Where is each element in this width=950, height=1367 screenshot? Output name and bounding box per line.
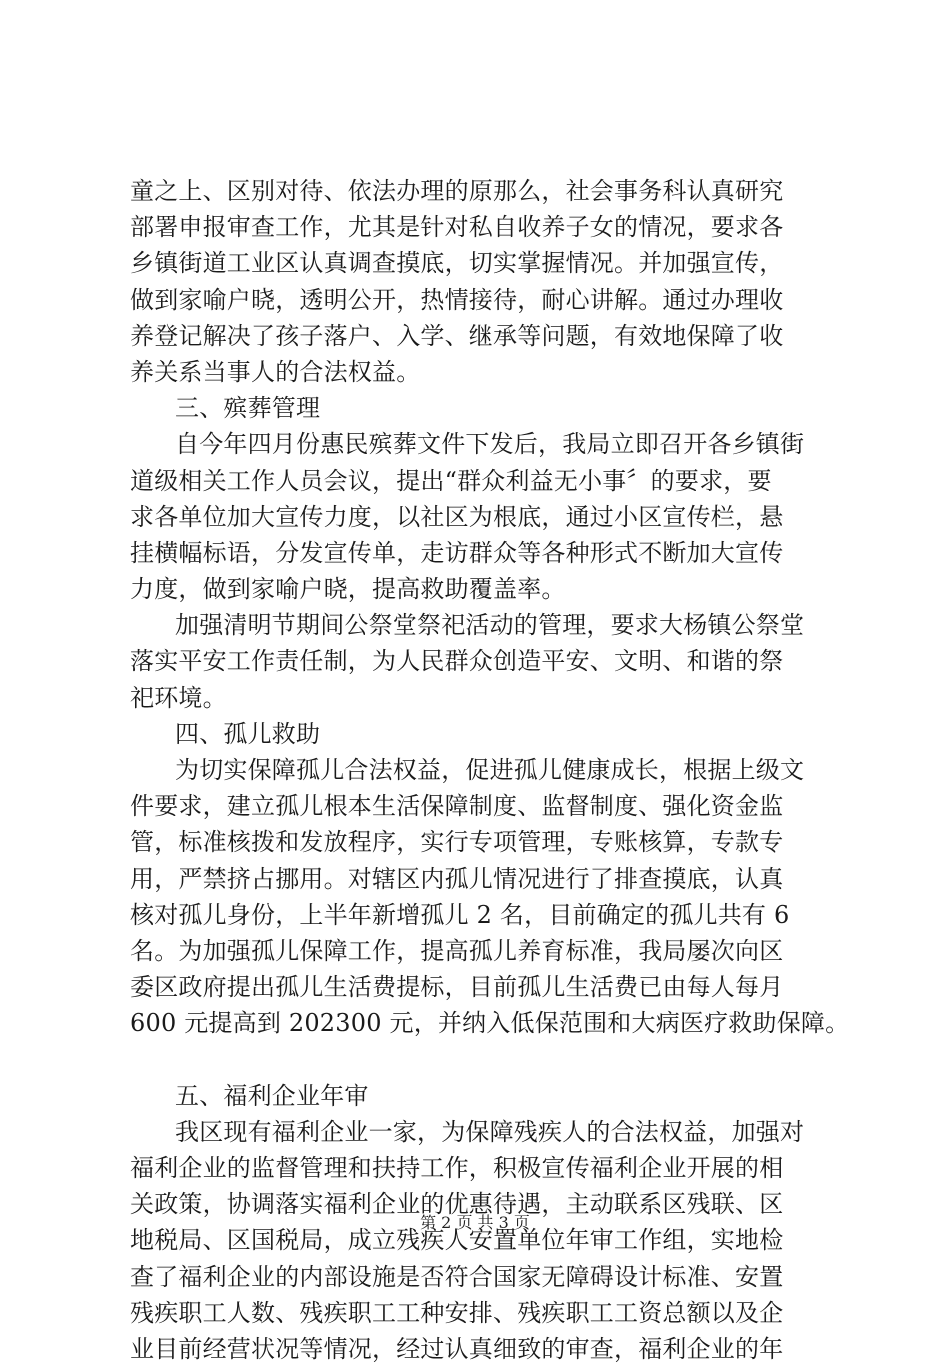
text-line: 力度，做到家喻户晓，提高救助覆盖率。: [130, 575, 566, 604]
document-body: [130, 173, 850, 1367]
text-line: 残疾职工人数、残疾职工工种安排、残疾职工工资总额以及企: [130, 1298, 784, 1327]
section-heading-welfare-audit: 五、福利企业年审: [175, 1081, 369, 1110]
text-line: 地税局、区国税局，成立残疾人安置单位年审工作组，实地检: [130, 1226, 784, 1255]
text-line: 自今年四月份惠民殡葬文件下发后，我局立即召开各乡镇街: [175, 430, 805, 459]
text-line: 求各单位加大宣传力度，以社区为根底，通过小区宣传栏，悬: [130, 502, 784, 531]
text-line: 乡镇街道工业区认真调查摸底，切实掌握情况。并加强宣传，: [130, 249, 784, 278]
text-line: 用，严禁挤占挪用。对辖区内孤儿情况进行了排查摸底，认真: [130, 864, 784, 893]
page-number-footer: 第 2 页 共 3 页: [420, 1213, 530, 1232]
text-line: 我区现有福利企业一家，为保障残疾人的合法权益，加强对: [175, 1117, 805, 1146]
text-line: 祀环境。: [130, 683, 227, 712]
text-line: 福利企业的监督管理和扶持工作，积极宣传福利企业开展的相: [130, 1154, 784, 1183]
text-line: 道级相关工作人员会议，提出“群众利益无小事〞的要求，要: [130, 466, 772, 495]
text-line: 做到家喻户晓，透明公开，热情接待，耐心讲解。通过办理收: [130, 285, 784, 314]
text-line: 童之上、区别对待、依法办理的原那么，社会事务科认真研究: [130, 177, 784, 205]
text-line: 委区政府提出孤儿生活费提标，目前孤儿生活费已由每人每月: [130, 973, 784, 1002]
text-line: 落实平安工作责任制，为人民群众创造平安、文明、和谐的祭: [130, 647, 784, 676]
text-line: 名。为加强孤儿保障工作，提高孤儿养育标准，我局屡次向区: [130, 936, 784, 965]
text-line: 查了福利企业的内部设施是否符合国家无障碍设计标准、安置: [130, 1262, 784, 1291]
text-line: 养登记解决了孩子落户、入学、继承等问题，有效地保障了收: [130, 321, 784, 350]
text-line: 管，标准核拨和发放程序，实行专项管理，专账核算，专款专: [130, 828, 784, 857]
text-line: 关政策，协调落实福利企业的优惠待遇，主动联系区残联、区: [130, 1190, 784, 1219]
text-line: 部署申报审查工作，尤其是针对私自收养子女的情况，要求各: [130, 213, 784, 242]
section-heading-funeral: 三、殡葬管理: [175, 394, 321, 423]
text-line: 业目前经营状况等情况，经过认真细致的审查，福利企业的年: [130, 1335, 784, 1363]
blank-line: [130, 1042, 830, 1078]
text-line: 核对孤儿身份，上半年新增孤儿 2 名，目前确定的孤儿共有 6: [130, 900, 790, 929]
text-line: 养关系当事人的合法权益。: [130, 357, 421, 386]
text-line: 件要求，建立孤儿根本生活保障制度、监督制度、强化资金监: [130, 792, 784, 821]
text-line: 加强清明节期间公祭堂祭祀活动的管理，要求大杨镇公祭堂: [175, 611, 805, 640]
text-line: 挂横幅标语，分发宣传单，走访群众等各种形式不断加大宣传: [130, 538, 784, 567]
text-line: 为切实保障孤儿合法权益，促进孤儿健康成长，根据上级文: [175, 756, 805, 784]
section-heading-orphan-aid: 四、孤儿救助: [175, 719, 321, 748]
text-line: 600 元提高到 202300 元，并纳入低保范围和大病医疗救助保障。: [130, 1009, 850, 1038]
